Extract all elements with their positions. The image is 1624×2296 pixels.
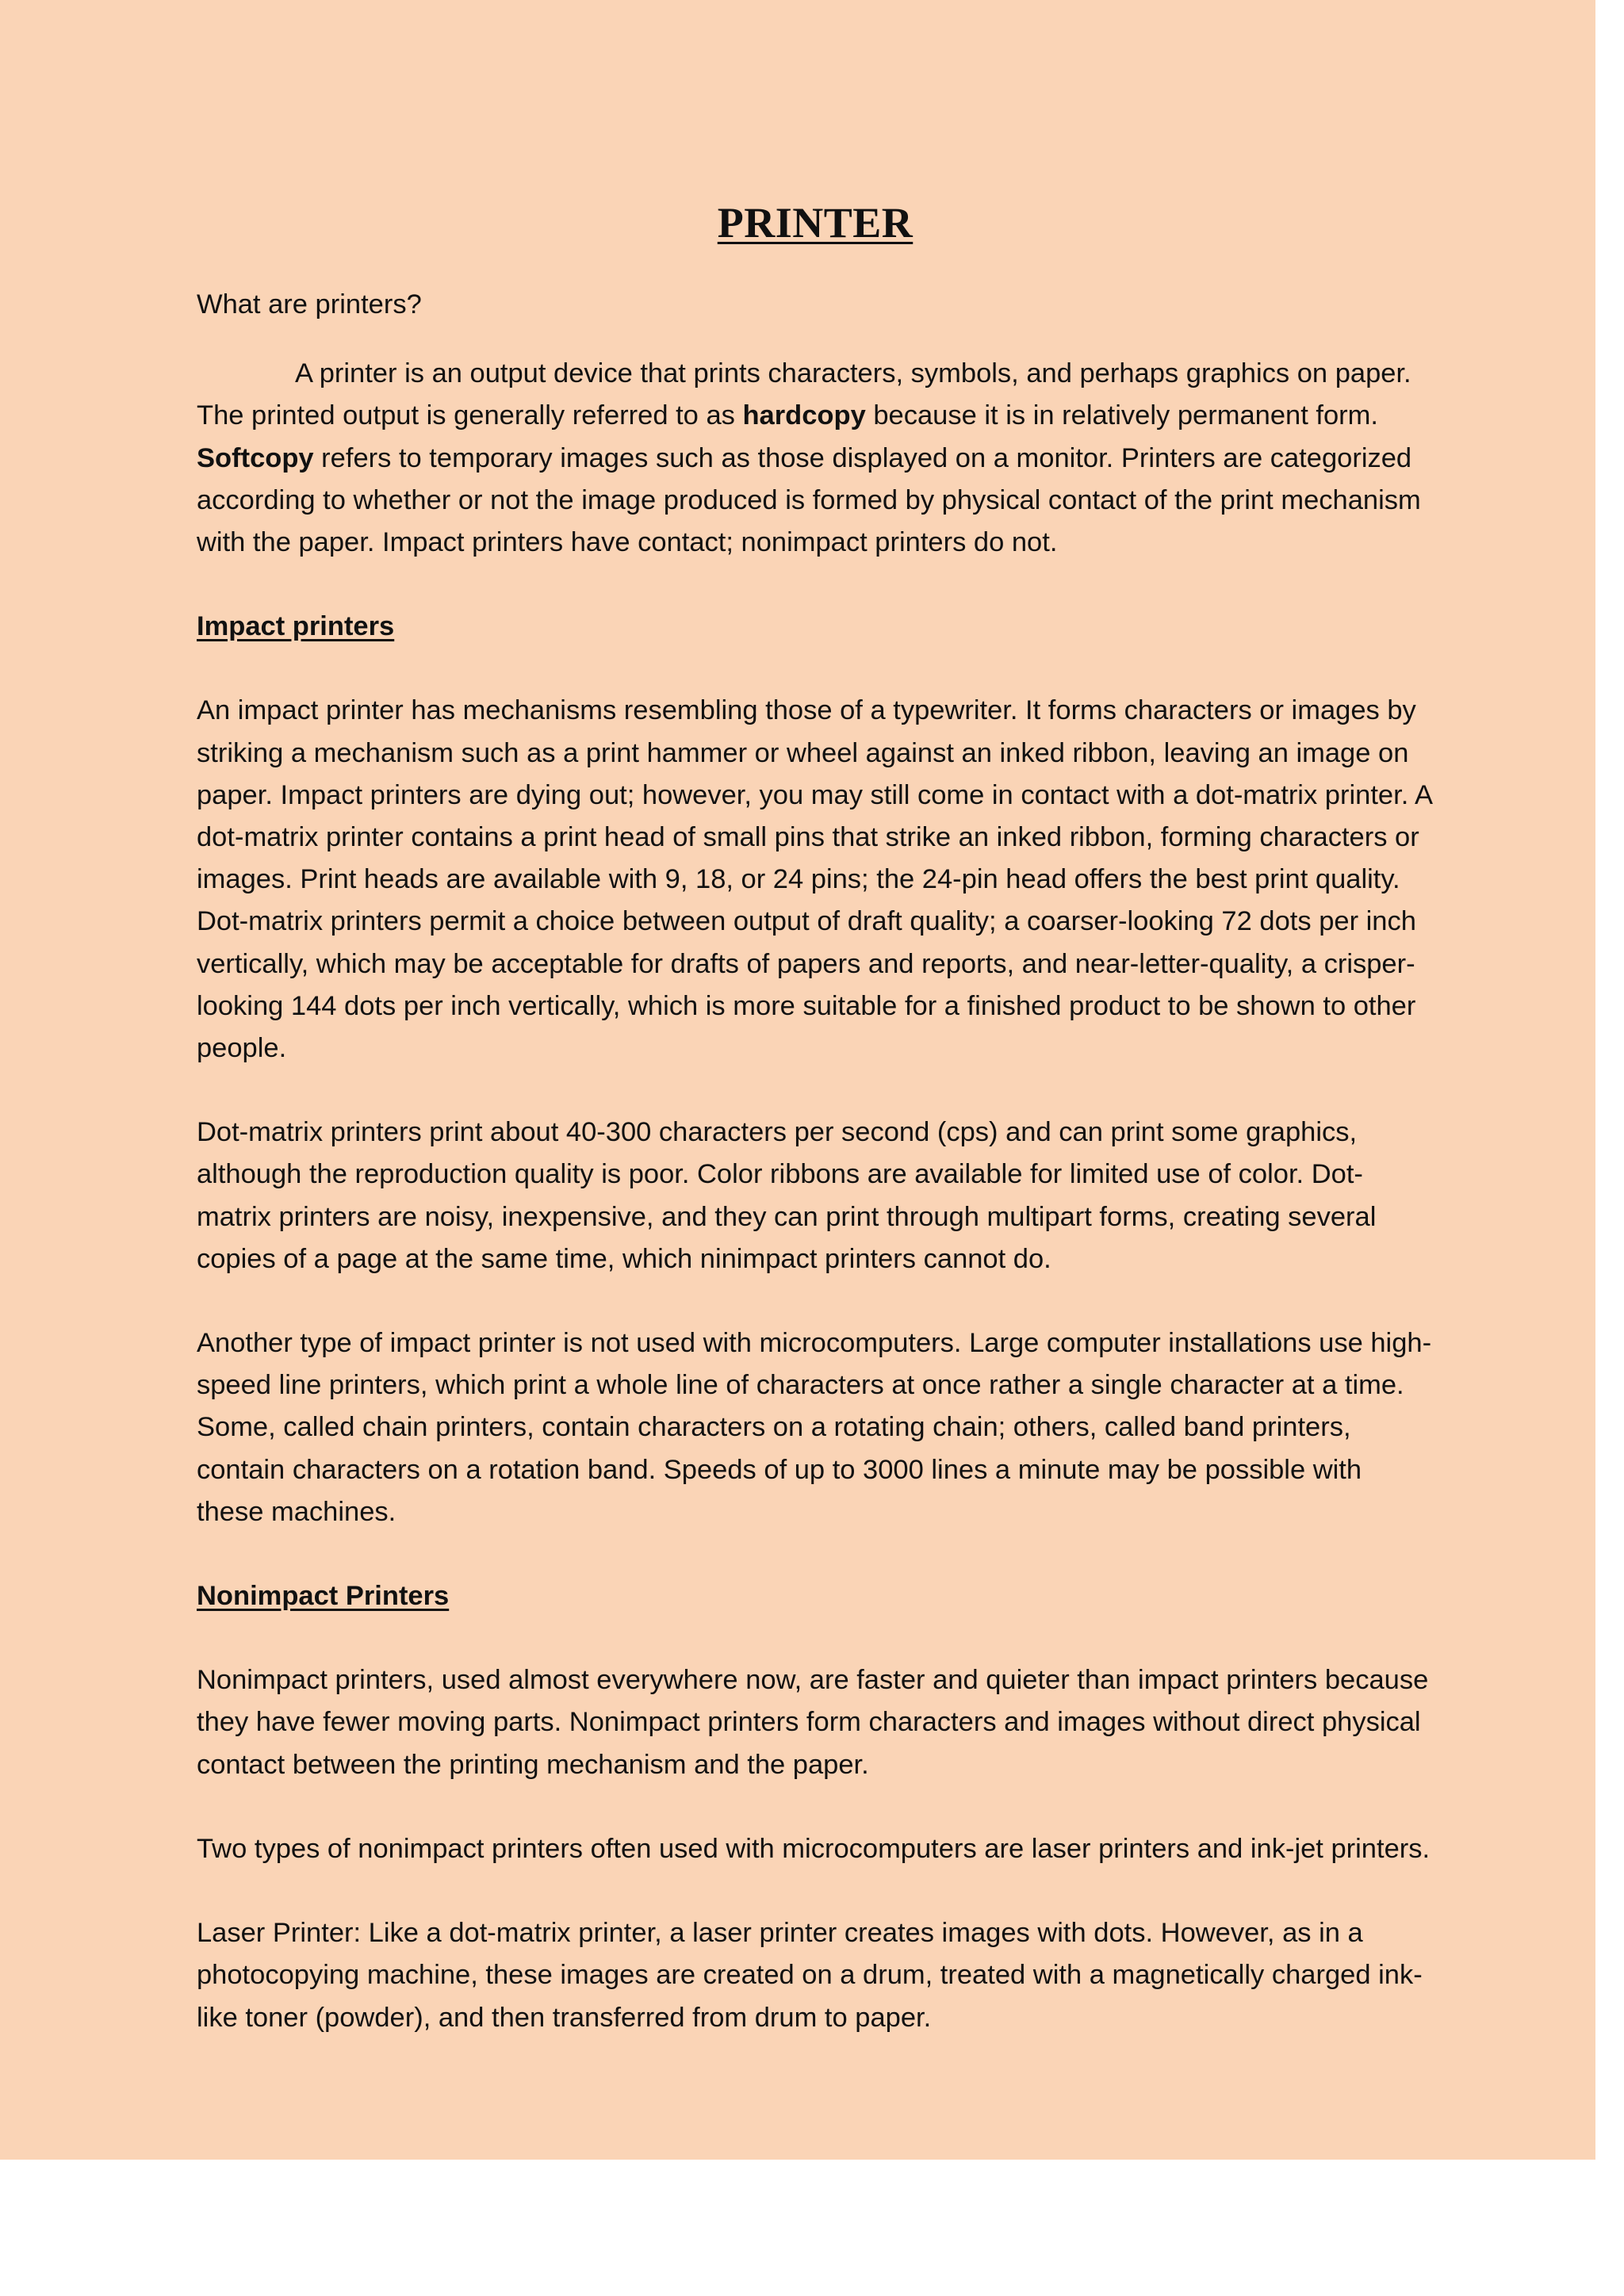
intro-paragraph [197, 353, 1434, 564]
document-body [197, 195, 1434, 2039]
page-title: PRINTER [717, 199, 914, 247]
laser-printer-paragraph: Laser Printer: Like a dot-matrix printer, a laser printer creates images with dots. However, as in a photocopying machine, these images are created on a drum, treated with a magnetically charged ink-like toner (powder), and then transferred from drum to paper. [197, 1918, 1423, 2033]
impact-paragraph-1: An impact printer has mechanisms resembling those of a typewriter. It forms characters or images by striking a mechanism such as a print hammer or wheel against an inked ribbon, leaving an image on paper. Impact printers are dying out; however, you may still come in contact with a dot-matrix printer. A dot-matrix printer contains a print head of small pins that strike an inked ribbon, forming characters or images. Print heads are available with 9, 18, or 24 pins; the 24-pin head offers the best print quality. Dot-matrix printers permit a choice between output of draft quality; a coarser-looking 72 dots per inch vertically, which may be acceptable for drafts of papers and reports, and near-letter-quality, a crisper-looking 144 dots per inch vertically, which is more suitable for a finished product to be shown to other people. [197, 695, 1432, 1064]
question-text: What are printers? [197, 289, 422, 320]
softcopy-term: Softcopy [197, 442, 314, 473]
nonimpact-paragraph-1: Nonimpact printers, used almost everywhere now, are faster and quieter than impact printers because they have fewer moving parts. Nonimpact printers form characters and images without direct physical contact between the printing mechanism and the paper. [197, 1665, 1429, 1780]
intro-text-2: because it is in relatively permanent form. [865, 400, 1378, 431]
intro-text-3: refers to temporary images such as those displayed on a monitor. Printers are categorized according to whether or not the image produced is formed by physical contact of the print mechanism with the paper. Impact printers have contact; nonimpact printers do not. [197, 442, 1421, 558]
impact-printers-heading: Impact printers [197, 611, 395, 642]
nonimpact-paragraph-2: Two types of nonimpact printers often used with microcomputers are laser printers and ink-jet printers. [197, 1833, 1431, 1864]
impact-paragraph-3: Another type of impact printer is not used with microcomputers. Large computer installations use high-speed line printers, which print a whole line of characters at once rather a single character at a time. Some, called chain printers, contain characters on a rotating chain; others, called band printers, contain characters on a rotation band. Speeds of up to 3000 lines a minute may be possible with these machines. [197, 1328, 1432, 1527]
hardcopy-term: hardcopy [742, 400, 866, 431]
impact-paragraph-2: Dot-matrix printers print about 40-300 characters per second (cps) and can print some graphics, although the reproduction quality is poor. Color ribbons are available for limited use of color. Dot-matrix printers are noisy, inexpensive, and they can print through multipart forms, creating several copies of a page at the same time, which ninimpact printers cannot do. [197, 1117, 1377, 1274]
nonimpact-printers-heading: Nonimpact Printers [197, 1581, 450, 1612]
intro-text-1: A printer is an output device that prints characters, symbols, and perhaps graphics on paper. The printed output is generally referred to as [197, 358, 1411, 431]
